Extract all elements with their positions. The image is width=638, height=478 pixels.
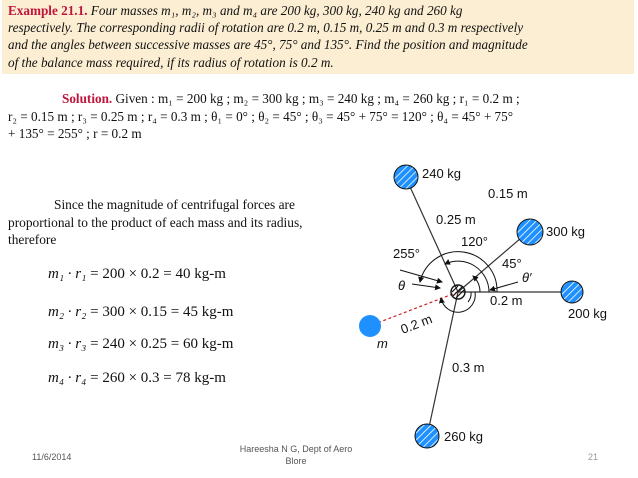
solution-title: Solution. bbox=[62, 91, 113, 106]
mass-240-icon bbox=[394, 165, 418, 189]
example-line-1: Example 21.1. Four masses m₁, m₂, m₃ and m₄ are 200 kg, 300 kg, 240 kg and 260 kg bbox=[8, 3, 463, 18]
balance-mass-icon bbox=[359, 315, 381, 337]
equation-4: m₄ · r₄ = 260 × 0.3 = 78 kg-m bbox=[48, 370, 226, 386]
footer-page-number: 21 bbox=[588, 452, 599, 462]
example-line-2: respectively. The corresponding radii of rotation are 0.2 m, 0.15 m, 0.25 m and 0.3 m respectively bbox=[8, 20, 524, 36]
label-theta-prime: θ′ bbox=[522, 270, 532, 285]
example-line-4: of the balance mass required, if its radius of rotation is 0.2 m. bbox=[8, 54, 334, 70]
since-line-3: therefore bbox=[8, 232, 57, 248]
label-025m: 0.25 m bbox=[436, 212, 476, 227]
arc-theta-prime bbox=[468, 292, 471, 302]
since-line-2: proportional to the product of each mass and its radius, bbox=[8, 214, 303, 230]
theta-pointer bbox=[412, 284, 440, 288]
label-02m: 0.2 m bbox=[490, 293, 523, 308]
label-02m-balance: 0.2 m bbox=[398, 311, 435, 337]
arc-255 bbox=[420, 252, 497, 292]
label-255deg: 255° bbox=[393, 246, 420, 261]
mass-300-icon bbox=[517, 219, 543, 245]
example-title: Example 21.1. bbox=[8, 3, 88, 18]
angle-255-pointer bbox=[400, 270, 442, 282]
label-120deg: 120° bbox=[461, 234, 488, 249]
equation-1: m₁ · r₁ = 200 × 0.2 = 40 kg-m bbox=[48, 266, 226, 282]
label-45deg: 45° bbox=[502, 256, 522, 271]
mass-200-icon bbox=[561, 281, 583, 303]
label-240kg: 240 kg bbox=[422, 166, 462, 181]
label-theta: θ bbox=[398, 278, 406, 293]
mass-260-icon bbox=[415, 424, 439, 448]
solution-line-3: + 135° = 255° ; r = 0.2 m bbox=[8, 126, 142, 142]
label-260kg: 260 kg bbox=[444, 429, 484, 444]
example-line-3: and the angles between successive masses are 45°, 75° and 135°. Find the position and magnitude bbox=[8, 37, 528, 53]
footer-author: Hareesha N G, Dept of Aero Blore bbox=[239, 444, 353, 466]
equation-3: m₃ · r₃ = 240 × 0.25 = 60 kg-m bbox=[48, 336, 234, 352]
equation-2: m₂ · r₂ = 300 × 0.15 = 45 kg-m bbox=[48, 304, 234, 320]
since-line-1: Since the magnitude of centrifugal forces are bbox=[54, 197, 295, 212]
label-300kg: 300 kg bbox=[546, 224, 586, 239]
label-015m: 0.15 m bbox=[488, 186, 528, 201]
footer-date: 11/6/2014 bbox=[32, 452, 72, 462]
label-03m: 0.3 m bbox=[452, 360, 485, 375]
theta-prime-pointer bbox=[490, 282, 518, 290]
solution-line-2: r₂ = 0.15 m ; r₃ = 0.25 m ; r₄ = 0.3 m ; θ₁ = 0° ; θ₂ = 45° ; θ₃ = 45° + 75° = 120° ; θ₄ = 45° + 75° bbox=[8, 108, 514, 124]
label-balance-m: m bbox=[377, 336, 388, 351]
arm-240 bbox=[406, 178, 458, 292]
label-200kg: 200 kg bbox=[568, 306, 608, 321]
solution-line-1: Solution. Given : m₁ = 200 kg ; m₂ = 300 kg ; m₃ = 240 kg ; m₄ = 260 kg ; r₁ = 0.2 m ; bbox=[62, 91, 520, 106]
